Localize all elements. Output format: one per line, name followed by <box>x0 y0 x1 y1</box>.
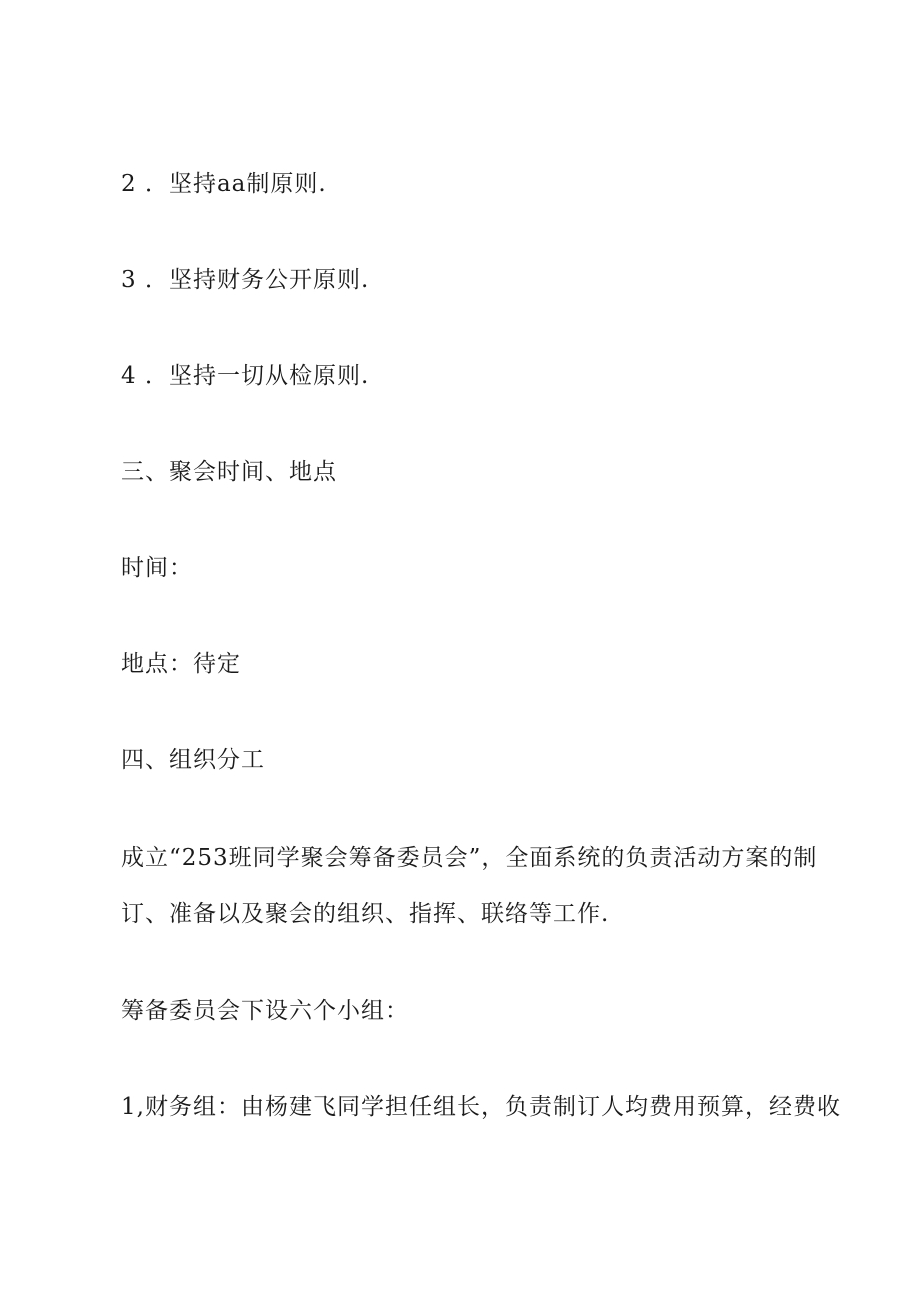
principle-2: 2 ．坚持aa制原则. <box>121 171 327 197</box>
place-field: 地点：待定 <box>121 651 241 677</box>
paragraph-line: 成立“253班同学聚会筹备委员会”，全面系统的负责活动方案的制 <box>121 845 818 871</box>
time-field: 时间： <box>121 555 193 581</box>
principle-3: 3 ．坚持财务公开原则. <box>121 267 370 293</box>
finance-group-item: 1,财务组：由杨建飞同学担任组长，负责制订人均费用预算，经费收 <box>121 1094 841 1120</box>
paragraph-line: 订、准备以及聚会的组织、指挥、联络等工作. <box>121 901 610 927</box>
principle-4: 4 ．坚持一切从检原则. <box>121 363 370 389</box>
subgroups-intro: 筹备委员会下设六个小组： <box>121 998 409 1024</box>
section-heading-time-place: 三、聚会时间、地点 <box>121 459 337 485</box>
section-heading-organization: 四、组织分工 <box>121 747 265 773</box>
establish-committee-paragraph <box>121 830 821 942</box>
